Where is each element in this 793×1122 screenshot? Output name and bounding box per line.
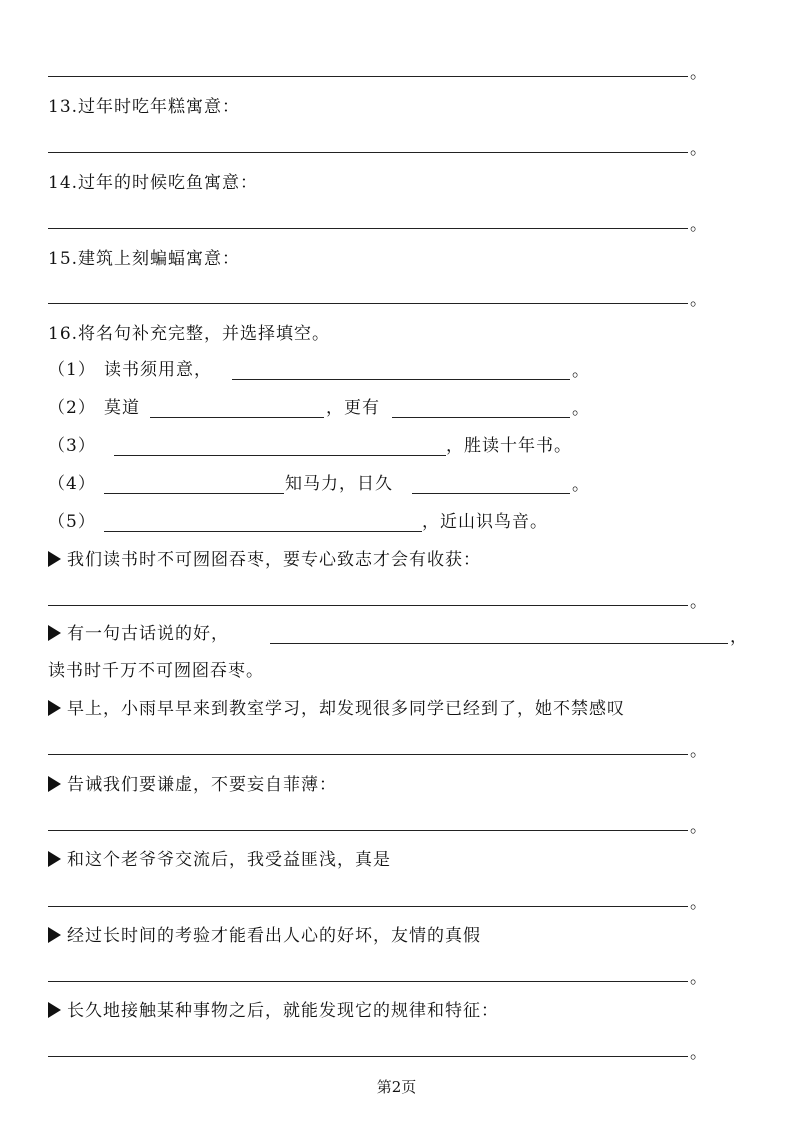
item-1-text: 读书须用意， — [104, 360, 212, 380]
item-2-mid: ，更有 — [326, 398, 380, 418]
prompt-3 — [48, 698, 625, 720]
triangle-bullet-icon — [48, 851, 61, 867]
item-4-number: （4） — [48, 474, 96, 494]
prompt-7-text: 长久地接触某种事物之后，就能发现它的规律和特征： — [67, 1001, 499, 1021]
question-16: 16.将名句补充完整，并选择填空。 — [48, 324, 331, 344]
answer-line-p1[interactable] — [48, 605, 688, 606]
answer-line-13[interactable] — [48, 152, 688, 153]
item-3-end: ，胜读十年书。 — [446, 436, 572, 456]
triangle-bullet-icon — [48, 1002, 61, 1018]
prompt-4 — [48, 774, 337, 796]
item-4-blank-a[interactable] — [104, 493, 284, 494]
prompt-1-text: 我们读书时不可囫囵吞枣，要专心致志才会有收获： — [67, 550, 481, 570]
page-number: 第2页 — [376, 1078, 417, 1096]
item-4-mid: 知马力，日久 — [285, 474, 393, 494]
triangle-bullet-icon — [48, 927, 61, 943]
item-1-blank[interactable] — [232, 379, 570, 380]
answer-line-15[interactable] — [48, 303, 688, 304]
prompt-7 — [48, 1000, 499, 1022]
item-3-blank[interactable] — [114, 455, 446, 456]
item-5-end: ，近山识鸟音。 — [422, 512, 548, 532]
prompt-4-text: 告诫我们要谦虚，不要妄自菲薄： — [67, 775, 337, 795]
answer-line-p7[interactable] — [48, 1056, 688, 1057]
comma: ， — [730, 627, 747, 647]
answer-line-p2[interactable] — [270, 643, 728, 644]
answer-line[interactable] — [48, 76, 688, 77]
question-15: 15.建筑上刻蝙蝠寓意： — [48, 249, 241, 269]
prompt-1 — [48, 549, 481, 571]
item-4-blank-b[interactable] — [412, 493, 570, 494]
period: 。 — [690, 592, 707, 612]
answer-line-p4[interactable] — [48, 830, 688, 831]
prompt-5 — [48, 849, 391, 871]
item-5-number: （5） — [48, 512, 96, 532]
prompt-2-continuation: 读书时千万不可囫囵吞枣。 — [48, 661, 264, 681]
item-1-number: （1） — [48, 360, 96, 380]
period: 。 — [690, 63, 707, 83]
period: 。 — [690, 215, 707, 235]
triangle-bullet-icon — [48, 551, 61, 567]
answer-line-14[interactable] — [48, 228, 688, 229]
item-1-end: 。 — [572, 361, 590, 381]
triangle-bullet-icon — [48, 776, 61, 792]
period: 。 — [690, 1043, 707, 1063]
item-2-text: 莫道 — [104, 398, 140, 418]
prompt-2-text: 有一句古话说的好， — [67, 624, 229, 644]
item-5-blank[interactable] — [104, 531, 422, 532]
period: 。 — [690, 139, 707, 159]
period: 。 — [690, 741, 707, 761]
triangle-bullet-icon — [48, 700, 61, 716]
triangle-bullet-icon — [48, 625, 61, 641]
period: 。 — [690, 290, 707, 310]
item-2-blank-b[interactable] — [392, 417, 570, 418]
item-2-blank-a[interactable] — [150, 417, 324, 418]
period: 。 — [690, 893, 707, 913]
prompt-3-text: 早上，小雨早早来到教室学习，却发现很多同学已经到了，她不禁感叹 — [67, 699, 625, 719]
item-2-end: 。 — [572, 399, 590, 419]
item-4-end: 。 — [572, 475, 590, 495]
question-14: 14.过年的时候吃鱼寓意： — [48, 173, 259, 193]
period: 。 — [690, 968, 707, 988]
prompt-2 — [48, 623, 229, 645]
item-2-number: （2） — [48, 398, 96, 418]
prompt-5-text: 和这个老爷爷交流后，我受益匪浅，真是 — [67, 850, 391, 870]
prompt-6-text: 经过长时间的考验才能看出人心的好坏，友情的真假 — [67, 926, 481, 946]
answer-line-p5[interactable] — [48, 906, 688, 907]
question-13: 13.过年时吃年糕寓意： — [48, 97, 241, 117]
item-3-number: （3） — [48, 436, 96, 456]
period: 。 — [690, 817, 707, 837]
answer-line-p6[interactable] — [48, 981, 688, 982]
answer-line-p3[interactable] — [48, 754, 688, 755]
prompt-6 — [48, 925, 481, 947]
